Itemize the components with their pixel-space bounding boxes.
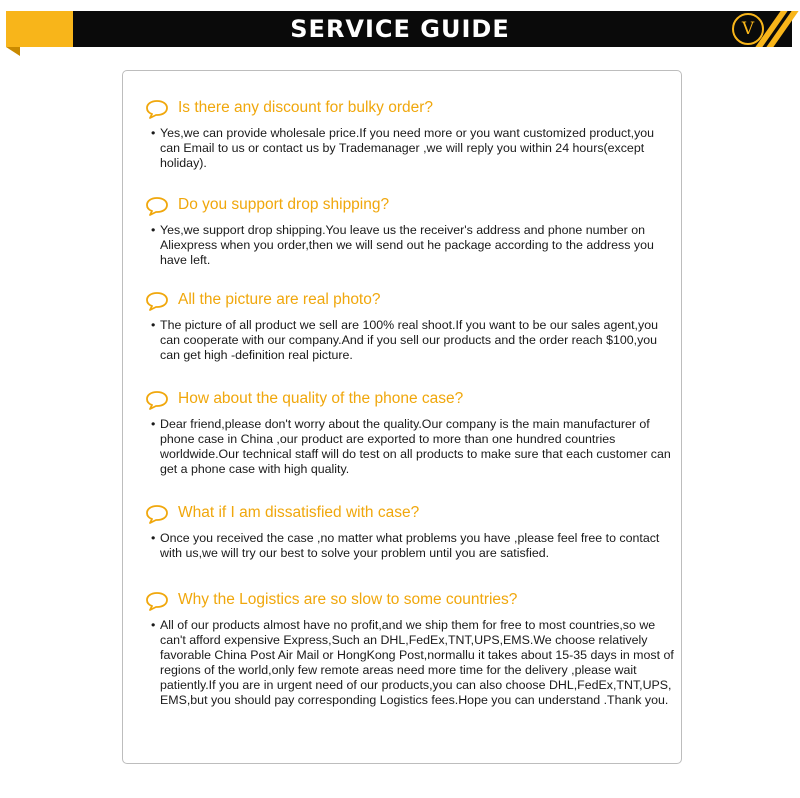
faq-question: [145, 289, 675, 313]
page-title: SERVICE GUIDE: [290, 15, 510, 43]
bullet: •: [151, 318, 156, 332]
faq-answer: [145, 126, 675, 171]
faq-question-text: Do you support drop shipping?: [178, 196, 390, 213]
faq-answer: [145, 618, 675, 708]
faq-answer: [145, 223, 675, 268]
faq-answer: [145, 417, 675, 477]
faq-question: [145, 388, 675, 412]
bullet: •: [151, 126, 156, 140]
faq-item: [145, 388, 675, 477]
faq-item: [145, 502, 675, 561]
faq-item: [145, 589, 675, 708]
bullet: •: [151, 223, 156, 237]
bullet: •: [151, 417, 156, 431]
faq-answer-text: Once you received the case ,no matter what problems you have ,please feel free to contact with us,we will try our best to solve your problem until you are satisfied.: [160, 531, 660, 560]
faq-card: [122, 70, 682, 764]
faq-answer: [145, 318, 675, 363]
bullet: •: [151, 531, 156, 545]
faq-question-text: All the picture are real photo?: [178, 291, 381, 308]
faq-answer: [145, 531, 675, 561]
faq-answer-text: The picture of all product we sell are 100% real shoot.If you want to be our sales agent,you can cooperate with our company.And if you sell our products and the order reach $100,you can get high -definition real picture.: [160, 318, 658, 362]
faq-question-text: Why the Logistics are so slow to some countries?: [178, 591, 518, 608]
faq-item: [145, 289, 675, 363]
bullet: •: [151, 618, 156, 632]
faq-question-text: How about the quality of the phone case?: [178, 390, 464, 407]
brand-logo: V: [732, 13, 764, 45]
speech-bubble-icon: [145, 196, 169, 216]
faq-question: [145, 194, 675, 218]
faq-answer-text: Dear friend,please don't worry about the quality.Our company is the main manufacturer of phone case in China ,our product are exported to more than one hundred countries worldwide.Our technical staff will do test on all products to make sure that each customer can get a phone case with high quality.: [160, 417, 671, 476]
header-fold: [6, 47, 20, 56]
header-accent-tab: [6, 11, 73, 47]
speech-bubble-icon: [145, 291, 169, 311]
speech-bubble-icon: [145, 504, 169, 524]
speech-bubble-icon: [145, 390, 169, 410]
faq-question-text: Is there any discount for bulky order?: [178, 99, 434, 116]
faq-question: [145, 97, 675, 121]
faq-answer-text: Yes,we can provide wholesale price.If you need more or you want customized product,you can Email to us or contact us by Trademanager ,we will reply you within 24 hours(except holiday).: [160, 126, 655, 170]
faq-answer-text: Yes,we support drop shipping.You leave us the receiver's address and phone number on Aliexpress when you order,then we will send out he package according to the address you have left.: [160, 223, 654, 267]
speech-bubble-icon: [145, 99, 169, 119]
faq-item: [145, 194, 675, 268]
header-banner: [0, 0, 800, 56]
faq-question-text: What if I am dissatisfied with case?: [178, 504, 420, 521]
faq-question: [145, 589, 675, 613]
faq-question: [145, 502, 675, 526]
faq-answer-text: All of our products almost have no profit,and we ship them for free to most countries,so we can't afford expensive Express,Such an DHL,FedEx,TNT,UPS,EMS.We choose relatively favorable China Post Air Mail or HongKong Post,normallu it takes about 15-35 days in most of regions of the world,only few remote areas need more time for the delivery ,please wait patiently.If you are in urgent need of our products,you can also choose DHL,FedEx,TNT,UPS, EMS,but you should pay corresponding Logistics fees.Hope you can understand .Thank you.: [160, 618, 674, 707]
faq-item: [145, 97, 675, 171]
speech-bubble-icon: [145, 591, 169, 611]
